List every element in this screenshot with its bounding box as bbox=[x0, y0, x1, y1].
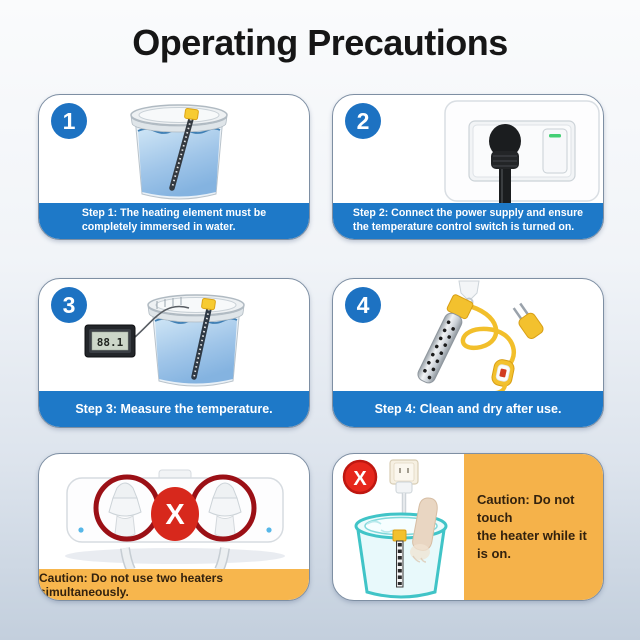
step2-caption-line2: the temperature control switch is turned on. bbox=[352, 221, 575, 233]
step1-caption-line2: completely immersed in water. bbox=[81, 221, 236, 233]
hanging-hook bbox=[459, 281, 479, 299]
step4-number-badge: 4 bbox=[345, 287, 381, 323]
panel-caution-two-heaters bbox=[38, 453, 310, 601]
inline-thermostat-switch bbox=[491, 358, 516, 388]
caution2-line2: the heater while it is on. bbox=[477, 528, 587, 562]
panel-caution-no-touch bbox=[332, 453, 604, 601]
red-cross-badge bbox=[344, 461, 376, 493]
touch-warning-illustration bbox=[333, 454, 466, 601]
step3-caption-bar bbox=[39, 391, 309, 427]
panel-step4 bbox=[332, 278, 604, 428]
caution2-panel bbox=[464, 454, 603, 600]
switch-on-indicator bbox=[549, 134, 561, 138]
panel-step1 bbox=[38, 94, 310, 240]
step1-caption-line1: Step 1: The heating element must be bbox=[81, 207, 267, 220]
cross-icon: X bbox=[165, 499, 185, 531]
caution1-caption: Caution: Do not use two heaters simultaneously. bbox=[39, 570, 224, 599]
step2-caption-line1: Step 2: Connect the power supply and ensure bbox=[352, 207, 584, 220]
power-cord bbox=[463, 305, 514, 369]
step2-caption-bar bbox=[333, 203, 603, 239]
thermometer-display: 88.1 bbox=[96, 336, 124, 349]
step1-number-badge: 1 bbox=[51, 103, 87, 139]
step1-caption-bar bbox=[39, 203, 309, 239]
step4-caption-bar bbox=[333, 391, 603, 427]
double-plug-warning-illustration bbox=[39, 454, 310, 571]
plug bbox=[510, 301, 545, 341]
digital-thermometer bbox=[85, 325, 135, 357]
panel-step3 bbox=[38, 278, 310, 428]
step4-caption: Step 4: Clean and dry after use. bbox=[374, 402, 562, 416]
page-title: Operating Precautions bbox=[132, 22, 508, 63]
step3-number-badge: 3 bbox=[51, 287, 87, 323]
caution1-bar bbox=[39, 569, 309, 600]
caution2-line1: Caution: Do not touch bbox=[477, 491, 575, 525]
panel-step2 bbox=[332, 94, 604, 240]
step2-number-badge: 2 bbox=[345, 103, 381, 139]
step3-caption: Step 3: Measure the temperature. bbox=[75, 402, 273, 416]
cross-icon: X bbox=[353, 468, 367, 490]
